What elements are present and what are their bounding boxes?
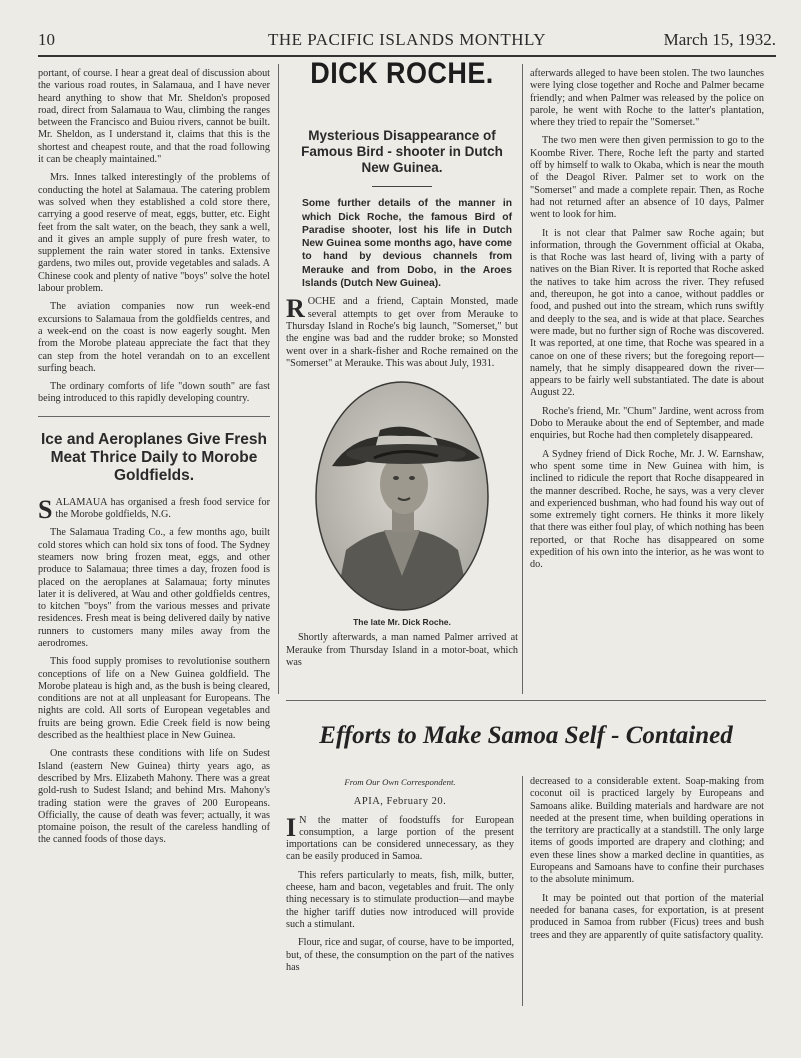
- lead-text: ALAMAUA has organised a fresh food service for the Morobe goldfields, N.G.: [55, 496, 270, 521]
- paragraph: This refers particularly to meats, fish, milk, butter, cheese, ham and bacon, vegetables and fruit. The only thing necessary is to stimulate production—and maybe the higher tariff duties now introduced will provide such a stimulant.: [286, 869, 514, 930]
- samoa-column-right: [530, 776, 764, 948]
- lead-text: N the matter of foodstuffs for European consumption, a large portion of the present importations can be considered unnecessary, as they can be easily produced in Samoa.: [286, 814, 514, 863]
- roche-subheadline: Mysterious Disappearance of Famous Bird - shooter in Dutch New Guinea.: [301, 128, 503, 176]
- dropcap: I: [286, 812, 297, 842]
- paragraph: The ordinary comforts of life "down south" are fast being introduced to this rapidly developing country.: [38, 381, 270, 405]
- column-divider: [522, 776, 523, 1006]
- paragraph: This food supply promises to revolutionise southern conceptions of life on a New Guinea goldfield. The Morobe plateau is high and, as the bush is being cleared, conditions are not at all unpleasant for Europeans. The nights are cold. All sorts of European vegetables and fruits are being grown. Edie Creek field is now being described as the healthiest place in New Guinea.: [38, 656, 270, 742]
- column-center: [286, 57, 518, 675]
- byline: From Our Own Correspondent.: [344, 777, 456, 787]
- section-rule: [38, 416, 270, 417]
- paragraph: Flour, rice and sugar, of course, have to be imported, but, of these, the consumption on the part of the natives has: [286, 937, 514, 973]
- paragraph: The aviation companies now run week-end excursions to Salamaua from the goldfields centres, and a week-end on the coast is now eagerly sought. Men from the Morobe plateau appreciate the fact that they can step from the hotel verandah on to an excellent surfing beach.: [38, 301, 270, 374]
- paragraph: Roche's friend, Mr. "Chum" Jardine, went across from Dobo to Merauke about the end of September, and made enquiries, but Roche had then completely disappeared.: [530, 405, 764, 442]
- page-header: [38, 30, 776, 52]
- paragraph: It may be pointed out that portion of the material needed for banana cases, for exportation, is at present produced in Samoa from rubber (Ficus) trees and bush trees and they are apparently of quite satisfactory quality.: [530, 892, 764, 941]
- paragraph: afterwards alleged to have been stolen. The two launches were lying close together and Roche and Palmer became friendly; and when Palmer was released by the police on parole, he went with Roche to the latter's plantation, where they tried to repair the "Somerset.": [530, 68, 764, 129]
- samoa-headline: Efforts to Make Samoa Self - Contained: [319, 722, 733, 749]
- paragraph: The two men were then given permission to go to the Koombe River. There, Roche left the party and started off by himself to walk to Okaba, which is near the mouth of the Deagol River. Palmer set to work on the "Somerset" and made a complete repair. Then, as Roche had not returned after an absence of 10 days, Palmer went to look for him.: [530, 135, 764, 221]
- paragraph: decreased to a considerable extent. Soap-making from coconut oil is practiced largely by Europeans and Samoans alike. Building materials and hardware are not needed at the present time, when building operations in the territory are practically at a standstill. The only large items of goods imported are drapery and clothing; and even these lines show a marked decline in quantities, as Europeans and Samoans have to confine their purchases to the absolute minimum.: [530, 776, 764, 886]
- dropcap: S: [38, 494, 53, 524]
- samoa-first-paragraph: [286, 812, 514, 864]
- column-right: [530, 68, 764, 578]
- dateline: APIA, February 20.: [353, 796, 447, 808]
- ice-article-headline: Ice and Aeroplanes Give Fresh Meat Thrice Daily to Morobe Goldfields.: [41, 430, 267, 484]
- short-rule: [372, 186, 432, 187]
- portrait-photo: [314, 380, 490, 612]
- column-divider: [278, 64, 279, 694]
- roche-intro: Some further details of the manner in which Dick Roche, the famous Bird of Paradise shooter, lost his life in Dutch New Guinea some months ago, have come to hand by devious channels from Merauke and from Dobo, in the Aroes Islands (Dutch New Guinea).: [302, 198, 512, 290]
- lead-text: OCHE and a friend, Captain Monsted, made several attempts to get over from Merauke to Thursday Island in Roche's big launch, "Somerset," but the engine was bad and the rudder broke; so Monsted went over in a shark-fisher and Roche remained on the "Somerset" at Merauke. This was about July, 1931.: [286, 296, 518, 369]
- ice-article-lead: [38, 494, 270, 524]
- dropcap: R: [286, 294, 305, 324]
- column-left: [38, 68, 270, 853]
- paragraph: Shortly afterwards, a man named Palmer arrived at Merauke from Thursday Island in a motor-boat, which was: [286, 632, 518, 669]
- paragraph: One contrasts these conditions with life on Sudest Island (eastern New Guinea) thirty years ago, as described by Mrs. Elizabeth Mahony. There was a great gold-rush to Sudest Island; and behind Mrs. Mahony's trading station were the graves of 200 Europeans. Officially, the cause of death was fever; actually, it was ptomaine poison, the result of the careless handling of the canned foods of those days.: [38, 748, 270, 846]
- samoa-section-rule: [286, 700, 766, 701]
- publication-title: THE PACIFIC ISLANDS MONTHLY: [268, 30, 546, 49]
- paragraph: A Sydney friend of Dick Roche, Mr. J. W. Earnshaw, who spent some time in New Guinea with him, is inclined to ridicule the report that Roche disappeared in the manner described. Roche, he says, was a very clever and experienced bushman, who had found his way out of some extremely tight corners. He thinks it more likely that there was either foul play, of which nothing has been reported, or that Roche has disappeared on some expedition of his own into the interior, as he was wont to do.: [530, 448, 764, 571]
- samoa-column-left: [286, 776, 514, 980]
- paragraph: portant, of course. I hear a great deal of discussion about the various road routes, in Salamaua, and I have never heard anything to show that Mr. Sheldon's proposed road, direct from Salamaua to Wau, climbing the ranges between the Francisco and Buiou rivers, cannot be built. Mr. Sheldon, as I understand it, claims that this is the shortest and cheapest route, and that the road following it can be cheaply maintained.": [38, 68, 270, 166]
- photo-caption: The late Mr. Dick Roche.: [353, 617, 451, 628]
- paragraph: It is not clear that Palmer saw Roche again; but information, through the Government official at Okaba, is that Roche was last heard of, living with a party of natives on the Bian River. It is reported that Roche asked the natives to take him across the river. They refused and, thereupon, he got into a canoe, without paddles or food, and pushed out into the stream, which runs swiftly and deeply to the sea, and is wide at that place. Searches were made, but no further sign of Roche was discovered. It was reported, at one time, that Roche was speared in a canoe on one of these rivers; but the foregoing report—namely, that he simply disappeared down the river—appears to be fairly well substantiated. The date is about August 22.: [530, 227, 764, 399]
- roche-first-paragraph: [286, 296, 518, 370]
- page-number: 10: [38, 30, 55, 49]
- roche-headline: DICK ROCHE.: [310, 57, 494, 90]
- paragraph: Mrs. Innes talked interestingly of the problems of conducting the hotel at Salamaua. The catering problem was solved when they established a cold store there, carrying a good reserve of meat, eggs, butter, etc. Eight feet from the salt water, on the beach, they sank a well, and it gives an ample supply of pure fresh water, to supplement the rain water stored in tanks. Extensive gardens, two miles out, provide vegetables and salads. A Chinese cook and plenty of native "boys" solve the hotel labour problem.: [38, 172, 270, 295]
- issue-date: March 15, 1932.: [663, 30, 776, 49]
- column-divider: [522, 64, 523, 694]
- paragraph: The Salamaua Trading Co., a few months ago, built cold stores which can hold six tons of food. The Sydney steamers now bring frozen meat, eggs, and other produce to Salamaua; three times a day, frozen food is placed on the aeroplanes at Salamaua; forty minutes later it is delivered, at Wau and other goldfields centres, to kitchen "boys" from the various messes and private residences. Fresh meat is being delivered daily by native runners to customers many miles away from the aerodromes.: [38, 527, 270, 649]
